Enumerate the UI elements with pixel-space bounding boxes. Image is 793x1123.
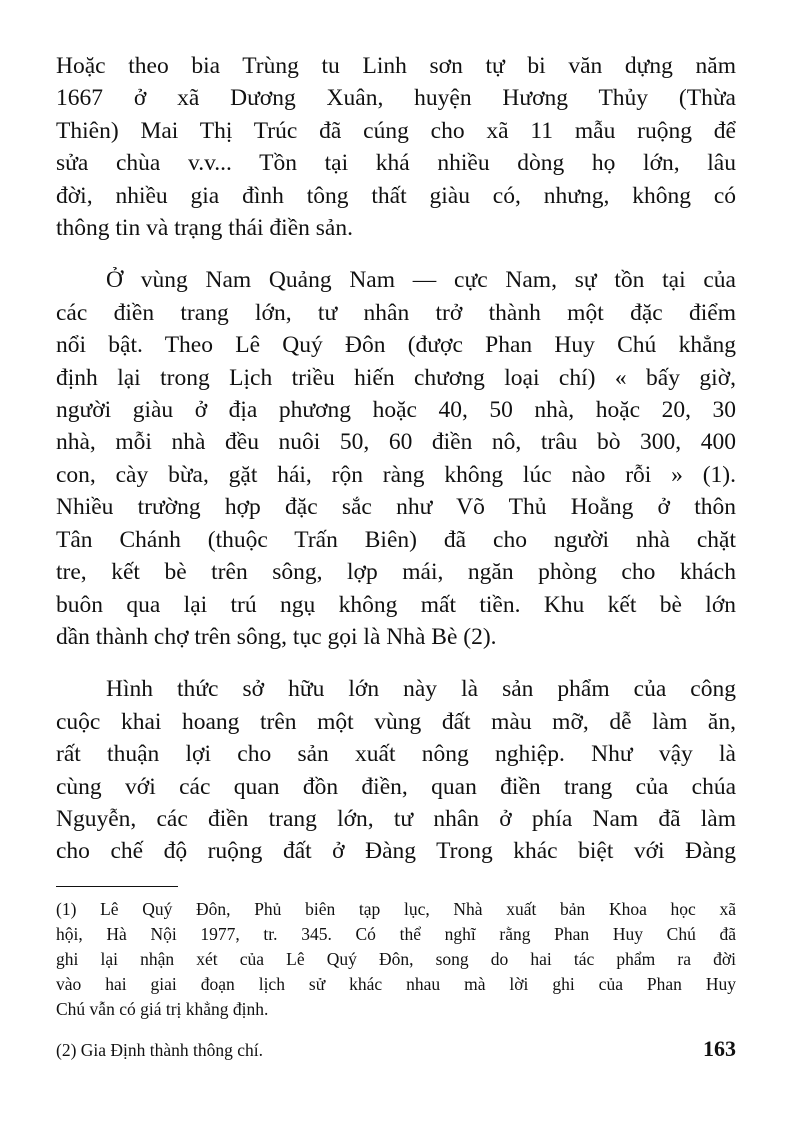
paragraph-3	[56, 673, 736, 867]
text-line: Nhiều trường hợp đặc sắc như Võ Thủ Hoằng ở thôn	[56, 494, 736, 521]
footnote-2: (2) Gia Định thành thông chí.	[56, 1039, 264, 1060]
footnote-line: vào hai giai đoạn lịch sử khác nhau mà lời ghi của Phan Huy	[56, 973, 736, 994]
text-line: Hoặc theo bia Trùng tu Linh sơn tự bi văn dựng năm	[56, 53, 736, 79]
text-line: đời, nhiều gia đình tông thất giàu có, nhưng, không có	[56, 182, 736, 209]
text-line: nhà, mỗi nhà đều nuôi 50, 60 điền nô, trâu bò 300, 400	[56, 429, 736, 456]
text-line: Thiên) Mai Thị Trúc đã cúng cho xã 11 mẫu ruộng để	[56, 117, 736, 144]
footnote-line: Chú vẫn có giá trị khẳng định.	[56, 998, 269, 1019]
paragraph-2	[56, 264, 736, 653]
footnote-1	[56, 897, 736, 1022]
text-line: tre, kết bè trên sông, lợp mái, ngăn phòng cho khách	[56, 559, 736, 586]
text-line: định lại trong Lịch triều hiến chương loại chí) « bấy giờ,	[56, 364, 736, 391]
text-line: nổi bật. Theo Lê Quý Đôn (được Phan Huy Chú khẳng	[56, 332, 736, 359]
text-line: người giàu ở địa phương hoặc 40, 50 nhà, hoặc 20, 30	[56, 397, 736, 424]
footnote-divider	[56, 886, 178, 887]
text-line: Ở vùng Nam Quảng Nam — cực Nam, sự tồn tại của	[106, 267, 736, 294]
paragraph-1	[56, 50, 736, 244]
text-line: Tân Chánh (thuộc Trấn Biên) đã cho người nhà chặt	[56, 526, 736, 553]
text-line: sửa chùa v.v... Tồn tại khá nhiều dòng họ lớn, lâu	[56, 150, 736, 177]
text-line: Nguyễn, các điền trang lớn, tư nhân ở phía Nam đã làm	[56, 805, 736, 832]
text-line: các điền trang lớn, tư nhân trở thành một đặc điểm	[56, 299, 736, 326]
text-line: con, cày bừa, gặt hái, rộn ràng không lúc nào rỗi » (1).	[56, 461, 736, 488]
footnote-line: ghi lại nhận xét của Lê Quý Đôn, song do hai tác phẩm ra đời	[56, 948, 736, 969]
text-line: rất thuận lợi cho sản xuất nông nghiệp. Như vậy là	[56, 741, 736, 768]
text-line: Hình thức sở hữu lớn này là sản phẩm của công	[106, 676, 736, 703]
text-line: buôn qua lại trú ngụ không mất tiền. Khu kết bè lớn	[56, 591, 736, 618]
footnote-line: (1) Lê Quý Đôn, Phủ biên tạp lục, Nhà xuất bản Khoa học xã	[56, 898, 736, 919]
text-line: dần thành chợ trên sông, tục gọi là Nhà Bè (2).	[56, 623, 497, 650]
text-line: cuộc khai hoang trên một vùng đất màu mỡ, dễ làm ăn,	[56, 708, 736, 735]
page-number: 163	[703, 1036, 736, 1061]
footnote-line: hội, Hà Nội 1977, tr. 345. Có thể nghĩ rằng Phan Huy Chú đã	[56, 923, 736, 944]
text-line: cho chế độ ruộng đất ở Đàng Trong khác biệt với Đàng	[56, 838, 736, 865]
text-line: cùng với các quan đồn điền, quan điền trang của chúa	[56, 773, 736, 800]
text-line: thông tin và trạng thái điền sản.	[56, 215, 353, 242]
page-body	[56, 50, 736, 1061]
text-line: 1667 ở xã Dương Xuân, huyện Hương Thủy (Thừa	[56, 85, 736, 112]
